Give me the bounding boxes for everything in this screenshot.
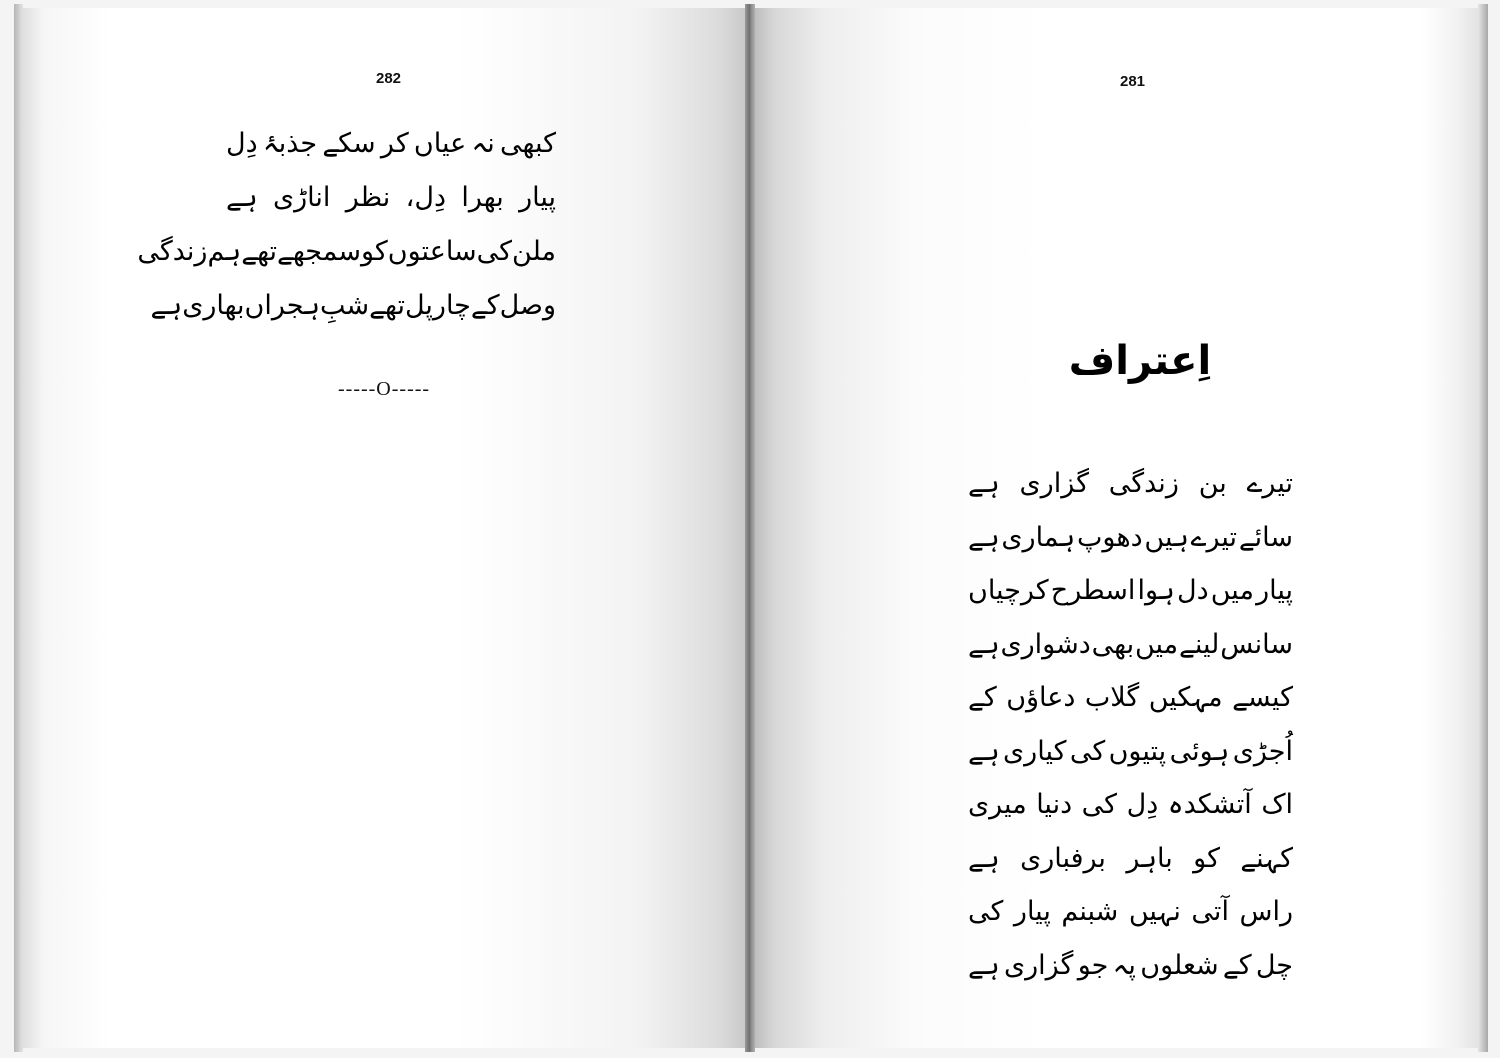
verse-word: وصل <box>499 290 556 321</box>
verse-word: شبِ <box>320 290 370 321</box>
right-page-verse <box>968 458 1293 993</box>
verse-word: ہوا <box>1137 575 1175 606</box>
book-spine <box>745 4 755 1052</box>
verse-word: کیاری <box>1003 735 1067 767</box>
verse-line <box>150 280 556 334</box>
verse-word: بن <box>1198 468 1227 499</box>
verse-word: دھوپ <box>1077 521 1143 553</box>
verse-word: راس <box>1239 896 1293 927</box>
verse-line <box>968 565 1293 619</box>
verse-word: بھرا <box>461 182 504 213</box>
verse-word: ہم <box>207 236 242 267</box>
verse-line <box>968 458 1293 512</box>
page-number-right: 281 <box>1120 73 1146 90</box>
verse-line <box>226 172 556 226</box>
verse-word: نظر <box>345 182 391 213</box>
verse-word: سکے <box>322 128 376 159</box>
verse-word: کی <box>1069 735 1106 767</box>
verse-word: اسطرح <box>1050 575 1136 606</box>
verse-word: تھے <box>369 290 405 321</box>
verse-word: نہیں <box>1128 896 1181 927</box>
section-divider: -----O----- <box>338 378 431 400</box>
verse-word: باہر <box>1126 842 1173 874</box>
verse-word: گزاری <box>1019 468 1089 499</box>
verse-word: کو <box>1193 842 1220 874</box>
verse-word: ہے <box>968 521 1000 553</box>
verse-word: دِل، <box>405 182 447 213</box>
book-edge-right <box>1478 4 1488 1052</box>
verse-word: اُجڑی <box>1232 735 1293 767</box>
verse-word: تیرے <box>1246 468 1293 499</box>
verse-word: چار <box>432 290 471 321</box>
verse-line <box>968 672 1293 726</box>
verse-word: گلاب <box>1084 682 1140 713</box>
verse-word: ملن <box>512 236 556 267</box>
verse-word: بھاری <box>182 290 245 321</box>
verse-word: اناڑی <box>272 182 331 213</box>
verse-word: پتیوں <box>1108 735 1167 767</box>
verse-word: کر <box>380 128 409 159</box>
verse-word: ہیں <box>1144 521 1189 553</box>
verse-word: کے <box>968 682 997 713</box>
verse-word: دشواری <box>1000 628 1091 660</box>
verse-word: کی <box>968 896 1004 927</box>
verse-word: عیاں <box>413 128 467 159</box>
verse-line <box>968 619 1293 673</box>
verse-line <box>137 226 556 280</box>
verse-word: کو <box>360 236 388 267</box>
page-number-left: 282 <box>376 70 402 87</box>
verse-word: میری <box>968 789 1027 820</box>
verse-word: لینے <box>1179 628 1220 660</box>
verse-word: پیار <box>519 182 556 213</box>
verse-word: آتشکدہ <box>1167 789 1252 820</box>
verse-word: پیار <box>1256 575 1293 606</box>
verse-word: دنیا <box>1036 789 1073 820</box>
verse-line <box>968 726 1293 780</box>
verse-word: زندگی <box>137 236 208 267</box>
verse-word: ہوئی <box>1169 735 1230 767</box>
verse-word: ہماری <box>1001 521 1076 553</box>
verse-word: ہے <box>968 735 1000 767</box>
verse-word: آتی <box>1191 896 1229 927</box>
verse-word: گزاری <box>1003 949 1074 981</box>
verse-word: جو <box>1077 949 1109 981</box>
verse-word: تیرے <box>1190 521 1238 553</box>
verse-word: کے <box>470 290 500 321</box>
verse-word: بھی <box>1091 628 1135 660</box>
verse-word: مہکیں <box>1148 682 1223 713</box>
verse-word: اک <box>1261 789 1293 820</box>
verse-word: تھے <box>241 236 278 267</box>
verse-line <box>968 940 1293 994</box>
verse-word: ہجراں <box>244 290 321 321</box>
verse-word: سمجھے <box>277 236 361 267</box>
verse-word: پل <box>404 290 433 321</box>
verse-line <box>968 886 1293 940</box>
verse-line <box>226 118 556 172</box>
verse-word: برفباری <box>1020 842 1106 874</box>
verse-word: ہے <box>150 290 183 321</box>
verse-word: میں <box>1134 628 1179 660</box>
verse-word: دل <box>1176 575 1209 606</box>
verse-word: زندگی <box>1108 468 1179 499</box>
verse-word: کرچیاں <box>968 575 1049 606</box>
verse-word: کبھی <box>500 128 556 159</box>
verse-word: کی <box>476 236 513 267</box>
poem-title: اِعتراف <box>1068 338 1212 384</box>
verse-word: کے <box>1222 949 1252 981</box>
verse-word: جذبۂ <box>262 128 318 159</box>
verse-line <box>968 833 1293 887</box>
verse-word: دِل <box>226 128 258 159</box>
verse-word: شبنم <box>1061 896 1119 927</box>
verse-word: ساعتوں <box>387 236 477 267</box>
verse-word: ہے <box>968 949 1000 981</box>
verse-word: ہے <box>226 182 258 213</box>
verse-word: میں <box>1210 575 1254 606</box>
verse-word: پیار <box>1013 896 1051 927</box>
verse-word: کہنے <box>1240 842 1293 874</box>
verse-word: کی <box>1081 789 1118 820</box>
verse-word: سانس <box>1220 628 1293 660</box>
verse-word: ہے <box>968 628 1000 660</box>
verse-line <box>968 512 1293 566</box>
verse-word: شعلوں <box>1140 949 1219 981</box>
verse-word: پہ <box>1112 949 1136 981</box>
verse-word: سائے <box>1238 521 1293 553</box>
verse-word: چل <box>1255 949 1293 981</box>
verse-word: دِل <box>1126 789 1159 820</box>
verse-word: نہ <box>471 128 495 159</box>
verse-word: ہے <box>968 468 1000 499</box>
verse-word: دعاؤں <box>1006 682 1076 713</box>
verse-line <box>968 779 1293 833</box>
verse-word: ہے <box>968 842 1000 874</box>
left-page-verse <box>137 118 556 334</box>
verse-word: کیسے <box>1232 682 1293 713</box>
